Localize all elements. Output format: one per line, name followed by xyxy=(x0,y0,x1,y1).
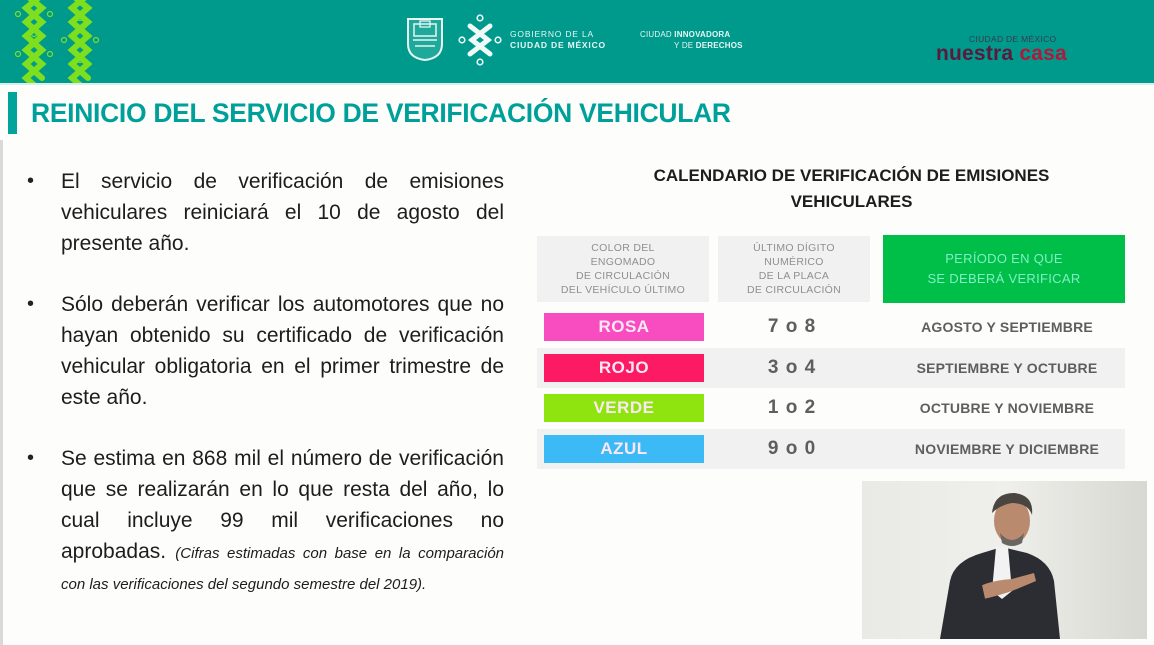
bullet-list xyxy=(24,166,504,628)
cdmx-pattern-icon xyxy=(14,0,104,83)
calendar-title: CALENDARIO DE VERIFICACIÓN DE EMISIONES VEHICULARES xyxy=(653,166,1050,211)
interpreter-figure-icon xyxy=(862,481,1147,639)
bullet-dot-icon: • xyxy=(27,170,35,192)
interpreter-video xyxy=(862,481,1147,639)
left-border xyxy=(0,140,3,645)
header-digit: ÚLTIMO DÍGITO NUMÉRICO DE LA PLACA DE CIRCULACIÓN xyxy=(718,236,870,302)
table-row: ROSA 7 o 8 AGOSTO Y SEPTIEMBRE xyxy=(537,307,1125,347)
bullet-dot-icon: • xyxy=(27,447,35,469)
bullet-item: • Sólo deberán verificar los automotores que no hayan obtenido su certificado de verificación vehicular obligatoria en el primer trimestre de este año. xyxy=(24,289,504,413)
coat-of-arms-icon xyxy=(405,16,445,62)
footnote: (Cifras estimadas con base en la comparación con las verificaciones del segundo semestre del 2019). xyxy=(61,545,505,593)
bullet-item: • Se estima en 868 mil el número de verificación que se realizarán en lo que resta del año, lo cual incluye 99 mil verificaciones no aprobadas. (Cifras estimadas con base en la comparación con las verificaciones del segundo semestre del 2019). xyxy=(24,443,504,598)
header-divider xyxy=(0,83,1154,85)
title-accent-bar xyxy=(8,92,17,134)
color-swatch-verde: VERDE xyxy=(544,394,704,422)
color-swatch-rosa: ROSA xyxy=(544,313,704,341)
bullet-item: • El servicio de verificación de emisiones vehiculares reiniciará el 10 de agosto del presente año. xyxy=(24,166,504,259)
header-color: COLOR DEL ENGOMADO DE CIRCULACIÓN DEL VEHÍCULO ÚLTIMO xyxy=(537,236,709,302)
bullet-dot-icon: • xyxy=(27,293,35,315)
slide-title: REINICIO DEL SERVICIO DE VERIFICACIÓN VEHICULAR xyxy=(31,98,731,128)
color-swatch-azul: AZUL xyxy=(544,435,704,463)
cdmx-logo-icon xyxy=(458,14,502,66)
header-band xyxy=(0,0,1154,83)
table-row: VERDE 1 o 2 OCTUBRE Y NOVIEMBRE xyxy=(537,388,1125,428)
table-row: AZUL 9 o 0 NOVIEMBRE Y DICIEMBRE xyxy=(537,429,1125,469)
table-row: ROJO 3 o 4 SEPTIEMBRE Y OCTUBRE xyxy=(537,348,1125,388)
government-label: GOBIERNO DE LA CIUDAD DE MÉXICO xyxy=(510,29,606,50)
nuestra-casa-brand: CIUDAD DE MÉXICO nuestra casa xyxy=(936,34,1067,65)
slogan: CIUDAD INNOVADORA Y DE DERECHOS xyxy=(640,30,743,50)
color-swatch-rojo: ROJO xyxy=(544,354,704,382)
header-period: PERÍODO EN QUE SE DEBERÁ VERIFICAR xyxy=(883,235,1125,303)
